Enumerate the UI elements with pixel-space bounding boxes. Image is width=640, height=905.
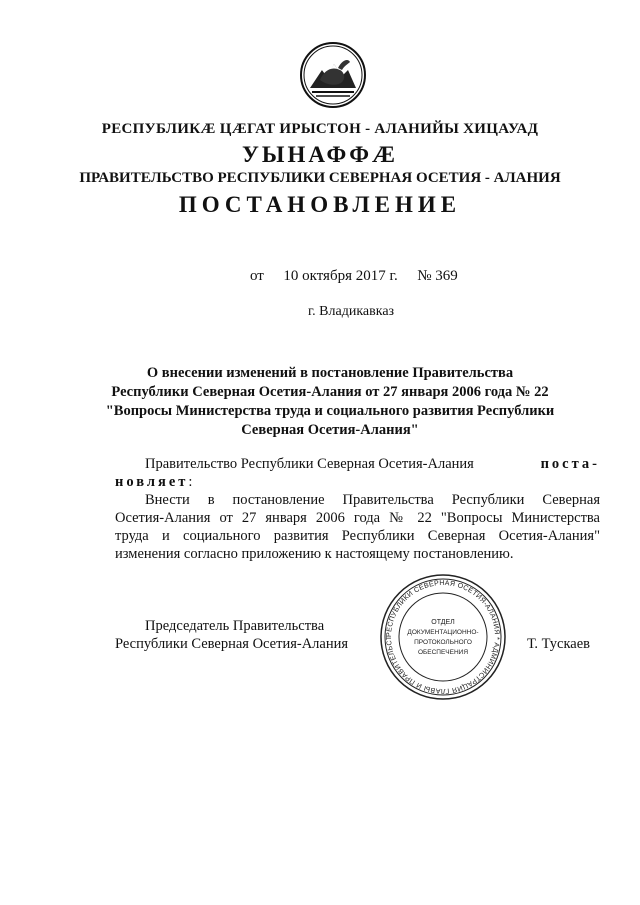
header-russian-government: ПРАВИТЕЛЬСТВО РЕСПУБЛИКИ СЕВЕРНАЯ ОСЕТИЯ - АЛАНИЯ <box>79 170 561 186</box>
header-ossetian-doc-type: УЫНАФФÆ <box>241 142 399 167</box>
body-paragraph-line: изменения согласно приложению к настоящему постановлению. <box>115 546 514 562</box>
body-intro: Правительство Республики Северная Осетия-Алания <box>145 456 474 472</box>
body-paragraph-line: труда и социального развития Республики Северная Осетия-Алания" <box>115 528 600 544</box>
document-date: 10 октября 2017 г. <box>283 268 398 284</box>
title-line: О внесении изменений в постановление Правительства <box>146 365 514 381</box>
coat-of-arms-icon <box>298 40 368 110</box>
stamp-center-line: ДОКУМЕНТАЦИОННО- <box>407 629 479 636</box>
title-line: Республики Северная Осетия-Алания от 27 января 2006 года № 22 <box>111 384 549 400</box>
date-line <box>250 268 458 285</box>
signatory-name: Т. Тускаев <box>527 636 591 652</box>
resolves-part2: новляет <box>115 474 189 490</box>
body-paragraph-line: Внести в постановление Правительства Республики Северная <box>145 492 600 508</box>
header-russian-doc-type: ПОСТАНОВЛЕНИЕ <box>178 192 462 217</box>
stamp-ring-text: РЕСПУБЛИКИ СЕВЕРНАЯ ОСЕТИЯ-АЛАНИЯ * АДМИНИСТРАЦИЯ ГЛАВЫ И ПРАВИТЕЛЬСТ <box>385 579 501 695</box>
document-number: № 369 <box>417 268 458 284</box>
title-line: Северная Осетия-Алания" <box>241 422 419 438</box>
resolves-colon: : <box>188 474 193 490</box>
stamp-center-line: ПРОТОКОЛЬНОГО <box>414 639 472 646</box>
stamp-center-line: ОТДЕЛ <box>431 619 455 626</box>
city: г. Владикавказ <box>308 304 395 319</box>
signatory-position-line2: Республики Северная Осетия-Алания <box>115 636 349 652</box>
body-intro-line <box>145 455 600 473</box>
date-prefix: от <box>250 268 264 284</box>
resolves-part1: поста- <box>540 456 600 472</box>
body-paragraph-line: Осетия-Алания от 27 января 2006 года № 22 "Вопросы Министерства <box>115 510 600 526</box>
document-title <box>80 364 580 440</box>
stamp-center-line: ОБЕСПЕЧЕНИЯ <box>417 649 469 656</box>
official-stamp <box>378 572 508 702</box>
title-line: "Вопросы Министерства труда и социального развития Республики <box>105 403 555 419</box>
signatory-position-line1: Председатель Правительства <box>145 618 325 634</box>
body-resolves-line <box>115 473 600 491</box>
header-ossetian-republic: РЕСПУБЛИКÆ ЦÆГАТ ИРЫСТОН - АЛАНИЙЫ ХИЦАУАД <box>101 121 539 137</box>
